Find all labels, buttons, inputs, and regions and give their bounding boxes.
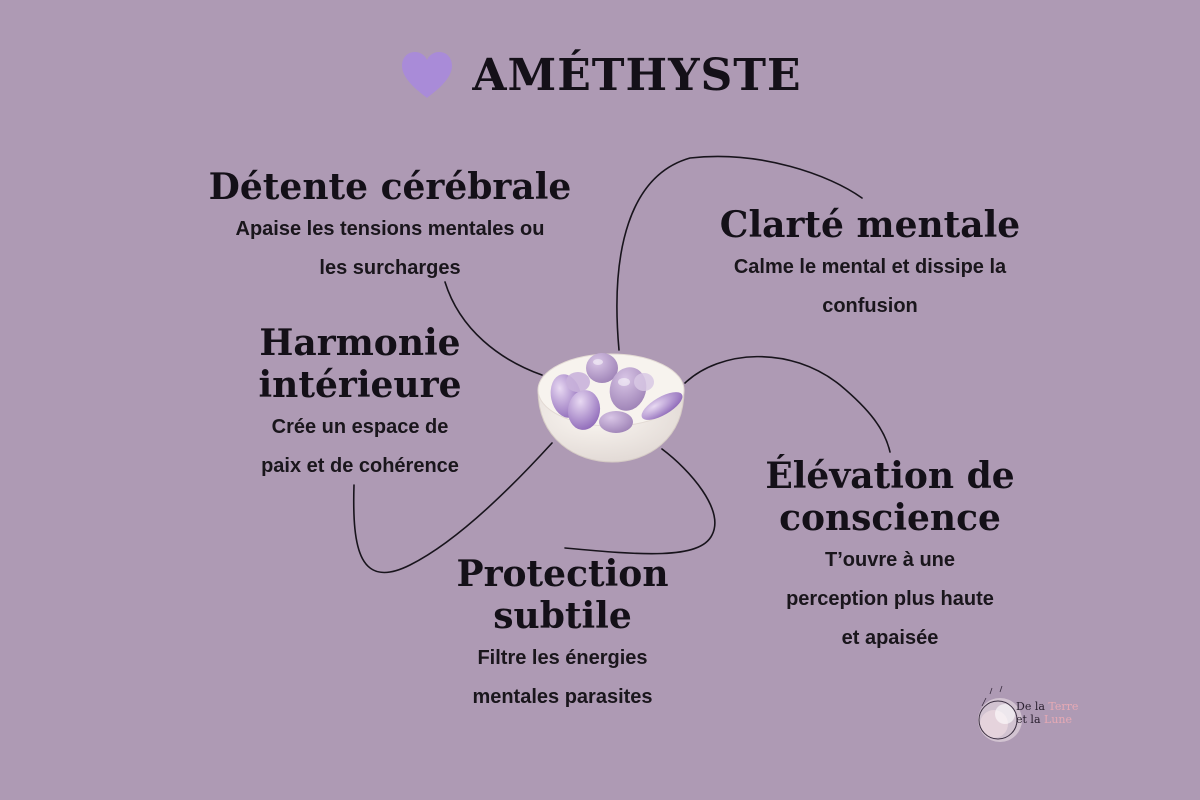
property-heading: Harmonie intérieure <box>258 322 462 406</box>
brand-logo <box>972 684 1092 756</box>
page-title: AMÉTHYSTE <box>472 49 802 101</box>
connector-elevation <box>685 357 890 452</box>
property-description: Calme le mental et dissipe la confusion <box>733 256 1007 317</box>
property-heading: Élévation de conscience <box>765 455 1015 539</box>
property-harmonie <box>220 322 500 486</box>
property-heading: Clarté mentale <box>719 204 1021 246</box>
property-description: T’ouvre à une perception plus haute et apaisée <box>786 549 994 649</box>
property-description: Crée un espace de paix et de cohérence <box>261 416 459 477</box>
property-protection <box>435 553 690 717</box>
property-heading: Protection subtile <box>456 553 669 637</box>
property-heading: Détente cérébrale <box>208 166 572 208</box>
title-row <box>0 40 1200 110</box>
property-description: Apaise les tensions mentales ou les surcharges <box>235 218 545 279</box>
property-elevation <box>745 455 1035 658</box>
amethyst-bowl-icon <box>532 344 690 466</box>
heart-icon <box>398 49 456 101</box>
property-detente <box>190 166 590 288</box>
logo-text: De la Terre et la Lune <box>1016 700 1079 726</box>
property-clarte <box>690 204 1050 326</box>
property-description: Filtre les énergies mentales parasites <box>472 647 653 708</box>
